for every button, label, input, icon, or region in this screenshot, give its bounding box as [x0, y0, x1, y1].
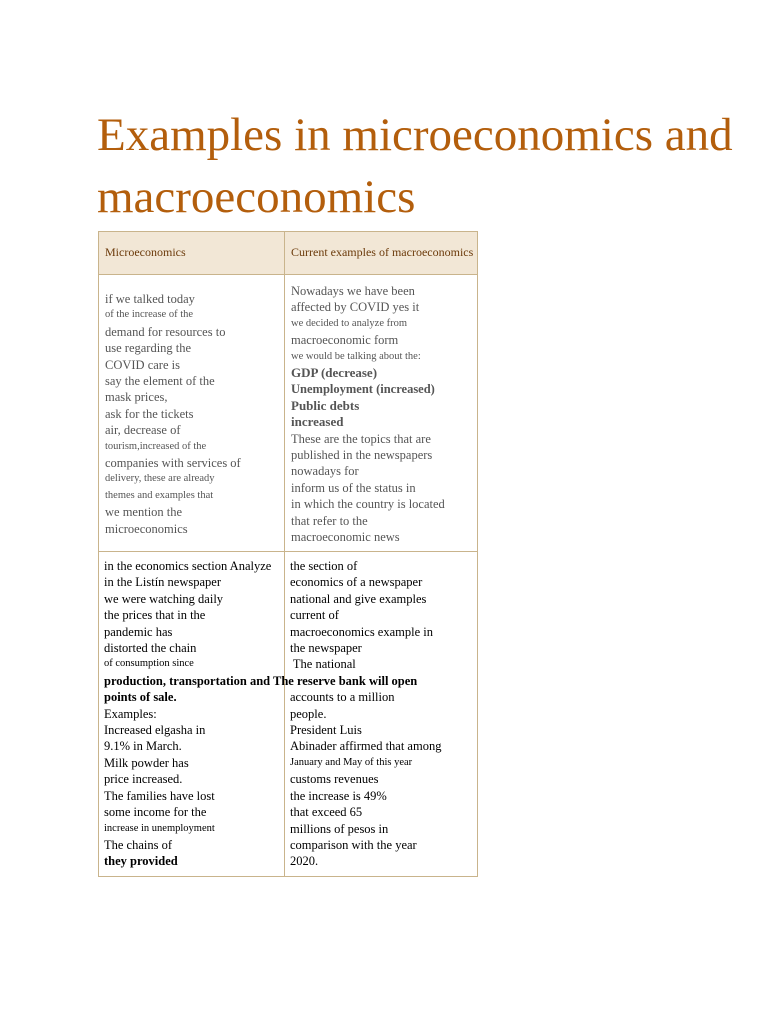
- text-line: that exceed 65: [290, 805, 363, 820]
- row1-macro-cell: [284, 274, 478, 552]
- text-line: they provided: [104, 854, 178, 869]
- text-line: the prices that in the: [104, 608, 206, 623]
- text-line: of the increase of the: [105, 309, 194, 321]
- text-line: microeconomics: [105, 521, 188, 536]
- text-line: we would be talking about the:: [291, 350, 421, 362]
- text-line: we decided to analyze from: [291, 317, 408, 329]
- text-line: 9.1% in March.: [104, 739, 182, 754]
- text-line: companies with services of: [105, 456, 241, 471]
- text-line: in which the country is located: [291, 497, 445, 512]
- text-line: 2020.: [290, 854, 319, 869]
- row2-micro-text: [104, 558, 417, 870]
- text-line: price increased.: [104, 772, 183, 787]
- text-line: accounts to a million: [290, 690, 395, 705]
- text-line: mask prices,: [105, 390, 168, 405]
- text-line: President Luis: [290, 723, 362, 738]
- text-line: air, decrease of: [105, 423, 181, 438]
- text-line: increase in unemployment: [104, 822, 215, 834]
- text-line: the section of: [290, 559, 358, 573]
- text-line: January and May of this year: [290, 756, 413, 768]
- text-line: published in the newspapers: [291, 448, 433, 463]
- text-line: Abinader affirmed that among: [290, 739, 442, 754]
- text-line: delivery, these are already: [105, 473, 215, 485]
- text-line: the newspaper: [290, 641, 362, 656]
- text-line: The chains of: [104, 837, 173, 852]
- text-line: ask for the tickets: [105, 406, 194, 421]
- text-line: Nowadays we have been: [291, 284, 415, 298]
- text-line: macroeconomics example in: [290, 624, 433, 639]
- text-line: comparison with the year: [290, 837, 417, 852]
- text-line: Examples:: [104, 706, 157, 721]
- text-line: some income for the: [104, 805, 207, 820]
- header-microeconomics: [98, 231, 285, 275]
- text-line: economics of a newspaper: [290, 575, 423, 590]
- text-line: that refer to the: [291, 513, 368, 528]
- text-line: nowadays for: [291, 464, 359, 479]
- row1-micro-text: [105, 291, 241, 537]
- text-line: The families have lost: [104, 788, 215, 803]
- text-line: customs revenues: [290, 772, 379, 787]
- page-title: Examples in microeconomics and macroeconomics: [97, 109, 733, 223]
- text-line: millions of pesos in: [290, 821, 389, 836]
- text-line: in the Listín newspaper: [104, 575, 221, 590]
- text-line: The national: [290, 657, 356, 672]
- text-line: tourism,increased of the: [105, 440, 207, 452]
- text-line: themes and examples that: [105, 489, 214, 501]
- text-line: people.: [290, 706, 327, 721]
- text-line: affected by COVID yes it: [291, 300, 420, 315]
- text-line: current of: [290, 608, 339, 623]
- row1-micro-cell: [98, 274, 285, 552]
- text-line: we mention the: [105, 505, 183, 520]
- text-line: if we talked today: [105, 292, 195, 306]
- text-line: Public debts: [291, 397, 360, 413]
- text-line: use regarding the: [105, 341, 192, 356]
- text-line: Milk powder has: [104, 755, 189, 770]
- text-line: in the economics section Analyze: [104, 559, 272, 573]
- text-line: national and give examples: [290, 591, 427, 606]
- text-line: the increase is 49%: [290, 788, 387, 803]
- text-line: macroeconomic news: [291, 530, 400, 545]
- text-line: macroeconomic form: [291, 333, 399, 348]
- text-line: Increased elgasha in: [104, 723, 206, 738]
- text-line: distorted the chain: [104, 641, 197, 656]
- text-line: pandemic has: [104, 624, 173, 639]
- text-line: production, transportation and The reserve bank will open: [104, 673, 418, 688]
- text-line: inform us of the status in: [291, 480, 416, 495]
- text-line: we were watching daily: [104, 591, 224, 606]
- row1-macro-text: [291, 283, 445, 546]
- text-line: say the element of the: [105, 374, 215, 389]
- text-line: of consumption since: [104, 658, 194, 670]
- text-line: COVID care is: [105, 357, 180, 372]
- text-line: Unemployment (increased): [291, 382, 435, 397]
- header-microeconomics-label: Microeconomics: [105, 245, 186, 259]
- text-line: points of sale.: [104, 690, 177, 705]
- header-macroeconomics: [284, 231, 478, 275]
- header-macroeconomics-label: Current examples of macroeconomics: [291, 245, 474, 259]
- text-line: GDP (decrease): [291, 365, 378, 381]
- text-line: increased: [291, 414, 344, 430]
- text-line: demand for resources to: [105, 324, 226, 339]
- text-line: These are the topics that are: [291, 431, 431, 446]
